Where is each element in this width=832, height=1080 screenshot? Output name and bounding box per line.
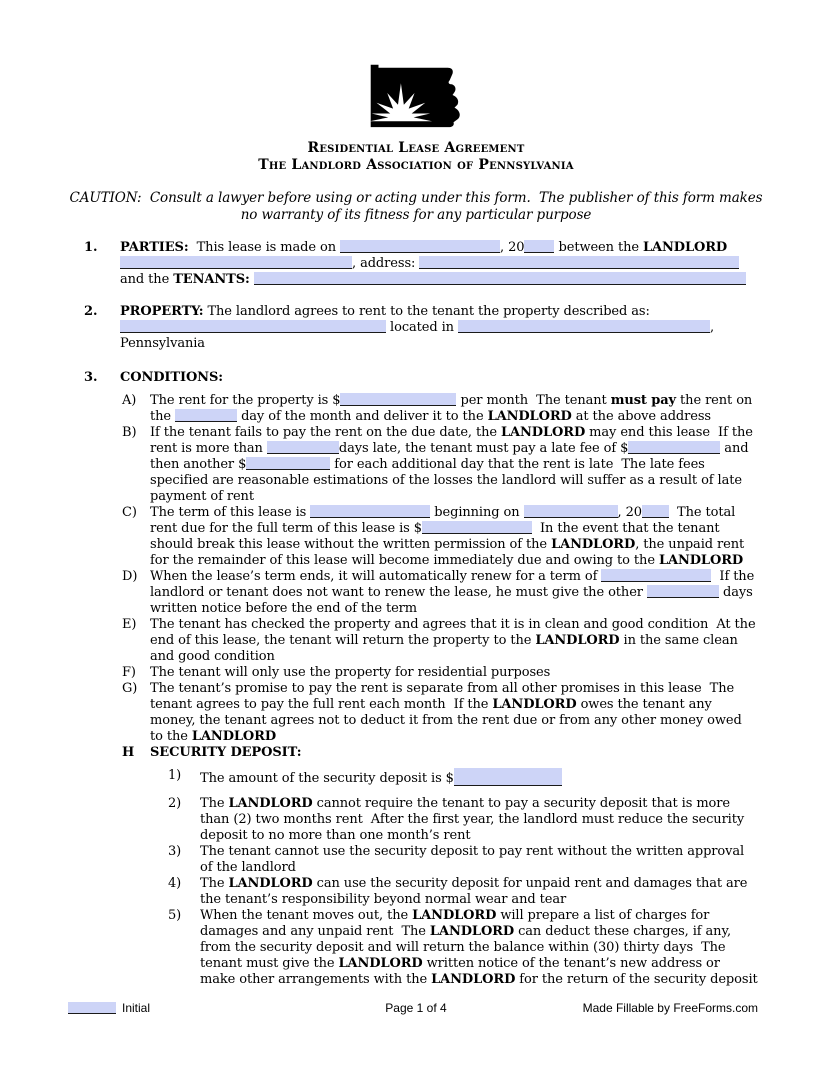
paragraph-property [0,304,832,352]
additional-daily-late-fee-blank[interactable] [246,457,330,470]
paragraph-sd-3 [0,844,832,876]
paragraph-text [150,665,550,680]
text-run: LANDLORD [191,729,277,744]
item-number: 4) [168,876,182,891]
text-run: LANDLORD [658,553,744,568]
text-run: The tenant has checked the property and agrees that it is in clean and good condition At the end of this lease, the tenant will return the property to the [150,617,756,648]
item-number: 2. [84,304,98,319]
item-number: 1) [168,768,182,783]
text-run: and the [120,272,174,287]
item-number: E) [122,617,137,632]
property-location-blank[interactable] [458,320,710,333]
text-run: written notice of the tenant’s new address or make other arrangements with the [200,956,720,987]
text-run: must pay [610,393,677,408]
text-run: When the tenant moves out, the [200,908,413,923]
item-number: F) [122,665,136,680]
renewal-notice-days-blank[interactable] [647,585,719,598]
paragraph-cond-f [0,665,832,681]
text-run: LANDLORD [429,924,515,939]
text-run: LANDLORD [501,425,586,440]
paragraph-security-deposit [0,745,832,761]
initial-label: Initial [122,1001,151,1015]
renewal-term-blank[interactable] [601,569,711,582]
landlord-name-blank[interactable] [120,256,352,269]
text-run: LANDLORD [228,796,313,811]
paragraph-text [200,771,562,786]
paragraph-text [200,876,747,907]
text-run: in the same clean and good condition [150,633,738,664]
text-run: can deduct these charges, if any, from the security deposit and will return the balance within (30) thirty days The tenant must give the [200,924,732,971]
paragraph-text [150,569,754,616]
paragraph-text [200,908,758,987]
text-run: days late, the tenant must pay a late fee of $ [338,441,629,456]
caution-notice [0,190,832,224]
text-run: When the lease’s term ends, it will automatically renew for a term of [150,569,602,584]
lease-date-blank[interactable] [340,240,500,253]
text-run: per month The tenant [456,393,611,408]
text-run: This lease is made on [188,240,341,255]
item-number: H [122,745,135,760]
form-title-line1: Residential Lease Agreement [307,140,525,156]
monthly-rent-blank[interactable] [340,393,456,406]
late-fee-blank[interactable] [628,441,720,454]
text-run: LANDLORD [642,240,728,255]
item-number: 3. [84,370,98,385]
paragraph-sd-2 [0,796,832,844]
paragraph-cond-g [0,681,832,745]
paragraph-text [150,617,756,664]
text-run: PROPERTY: [120,304,204,319]
paragraph-sd-1 [0,768,832,787]
text-run: CONDITIONS: [120,370,223,385]
text-run: In the event that the tenant should break this lease without the written permission of the [150,521,720,552]
text-run: LANDLORD [551,537,636,552]
item-number: G) [122,681,138,696]
text-run: , Pennsylvania [120,320,715,351]
rent-due-day-blank[interactable] [175,409,237,422]
caution-line2: no warranty of its fitness for any particular purpose [240,207,592,223]
text-run: LANDLORD [535,633,620,648]
text-run: The [200,876,229,891]
security-deposit-amount-blank[interactable] [454,768,562,786]
text-run: the rent on the [150,393,753,424]
text-run: The landlord agrees to rent to the tenant the property described as: [203,304,650,319]
text-run: may end this lease If the rent is more than [150,425,753,456]
term-start-date-blank[interactable] [524,505,618,518]
item-number: B) [122,425,137,440]
text-run: LANDLORD [487,409,572,424]
page-footer [0,1000,832,1018]
item-number: 5) [168,908,182,923]
lease-term-blank[interactable] [310,505,430,518]
text-run: , address: [352,256,420,271]
text-run: The tenant will only use the property for residential purposes [150,665,551,680]
paragraph-text [150,505,744,568]
text-run: The rent for the property is $ [150,393,341,408]
text-run: LANDLORD [228,876,313,891]
item-number: 2) [168,796,182,811]
text-run: LANDLORD [492,697,577,712]
item-number: D) [122,569,138,584]
text-run: can use the security deposit for unpaid rent and damages that are the tenant’s responsibility beyond normal wear and tear [200,876,748,907]
text-run: owes the tenant any money, the tenant agrees not to deduct it from the rent due or from any other money owed to the [150,697,742,744]
text-run: The amount of the security deposit is $ [200,771,454,786]
tenants-names-blank[interactable] [254,272,746,285]
term-start-year-blank[interactable] [642,505,669,518]
text-run: The tenant cannot use the security deposit to pay rent without the written approval of the landlord [200,844,745,875]
text-run: LANDLORD [412,908,497,923]
text-run: for each additional day that the rent is late The late fees specified are reasonable estimations of the losses the landlord will suffer as a result of late payment of rent [150,457,742,504]
paragraph-text [120,240,746,287]
paragraph-cond-a [0,393,832,425]
paragraph-text [120,370,223,385]
landlord-address-blank[interactable] [419,256,739,269]
paragraph-cond-d [0,569,832,617]
text-run: and then another $ [150,441,749,472]
property-description-blank[interactable] [120,320,386,333]
text-run: beginning on [430,505,524,520]
paragraph-text [150,745,301,760]
paragraph-sd-5 [0,908,832,988]
pennsylvania-state-logo-icon [358,57,475,133]
document-body [0,240,832,988]
caution-line1: CAUTION: Consult a lawyer before using or acting under this form. The publisher of this form makes [69,190,763,206]
paragraph-cond-b [0,425,832,505]
text-run: LANDLORD [338,956,423,971]
paragraph-text [150,425,753,504]
item-number: 1. [84,240,98,255]
text-run: at the above address [571,409,711,424]
paragraph-conditions [0,370,832,386]
paragraph-cond-e [0,617,832,665]
text-run: SECURITY DEPOSIT: [150,745,302,760]
page-number: Page 1 of 4 [385,1001,447,1015]
text-run: days written notice before the end of the term [150,585,753,616]
text-run: , 20 [617,505,642,520]
paragraph-text [150,393,752,424]
text-run: The tenant’s promise to pay the rent is separate from all other promises in this lease The tenant agrees to pay the full rent each month If the [150,681,735,712]
text-run: PARTIES: [120,240,189,255]
total-rent-blank[interactable] [422,521,532,534]
paragraph-text [200,796,744,843]
text-run: , the unpaid rent for the remainder of this lease will become immediately due and owing to the [150,537,745,568]
text-run: If the landlord or tenant does not want to renew the lease, he must give the other [150,569,755,600]
text-run: The [200,796,229,811]
fillable-credit: Made Fillable by FreeForms.com [582,1001,758,1015]
text-run: The total rent due for the full term of this lease is $ [150,505,736,536]
form-title-block [0,140,832,174]
text-run: TENANTS: [173,272,250,287]
text-run: between the [554,240,643,255]
text-run: LANDLORD [431,972,516,987]
item-number: C) [122,505,137,520]
paragraph-text [200,844,744,875]
paragraph-text [150,681,742,744]
lease-year-blank[interactable] [524,240,554,253]
logo-container [0,0,832,134]
text-run: located in [386,320,458,335]
text-run: If the tenant fails to pay the rent on the due date, the [150,425,501,440]
text-run: day of the month and deliver it to the [237,409,488,424]
text-run: , 20 [500,240,525,255]
paragraph-sd-4 [0,876,832,908]
paragraph-text [120,304,714,351]
item-number: A) [122,393,137,408]
text-run: cannot require the tenant to pay a security deposit that is more than (2) two months rent After the first year, the landlord must reduce the security deposit to no more than one month’s rent [200,796,745,843]
item-number: 3) [168,844,182,859]
text-run: will prepare a list of charges for damages and any unpaid rent The [200,908,710,939]
paragraph-parties [0,240,832,288]
form-title-line2: The Landlord Association of Pennsylvania [258,157,574,173]
paragraph-cond-c [0,505,832,569]
days-late-blank[interactable] [267,441,339,454]
text-run: The term of this lease is [150,505,311,520]
text-run: for the return of the security deposit [515,972,758,987]
